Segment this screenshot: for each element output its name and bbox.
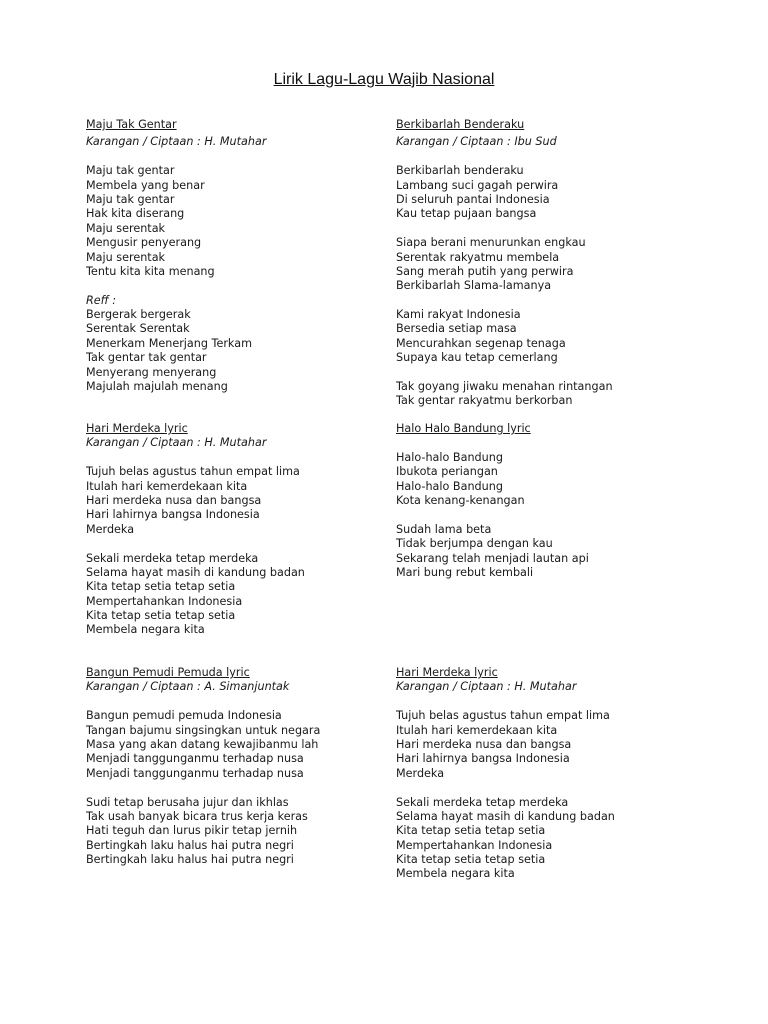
lyric-line: Maju serentak xyxy=(86,221,166,235)
lyric-line: Mari bung rebut kembali xyxy=(396,565,534,579)
lyric-line: Berkibarlah benderaku xyxy=(396,164,524,178)
lyric-line: Maju tak gentar xyxy=(86,164,175,178)
lyric-line: Hari lahirnya bangsa Indonesia xyxy=(86,508,260,522)
lyric-line: Bersedia setiap masa xyxy=(396,322,517,336)
lyric-line: Mencurahkan segenap tenaga xyxy=(396,336,566,350)
lyric-line: Tak gentar tak gentar xyxy=(86,351,207,365)
lyric-line: Berkibarlah Slama-lamanya xyxy=(396,279,552,293)
lyric-line: Serentak Serentak xyxy=(86,322,190,336)
refrain-label: Reff : xyxy=(86,293,117,307)
lyric-stanza xyxy=(86,709,416,781)
lyric-line: Selama hayat masih di kandung badan xyxy=(396,809,615,823)
lyric-line: Membela negara kita xyxy=(396,867,515,881)
lyric-line: Hari merdeka nusa dan bangsa xyxy=(86,493,262,507)
lyric-line: Tak usah banyak bicara trus kerja keras xyxy=(86,809,308,823)
song-credit: Karangan / Ciptaan : H. Mutahar xyxy=(396,680,577,694)
spacer xyxy=(86,695,416,709)
song-block xyxy=(396,666,726,882)
lyric-line: Supaya kau tetap cemerlang xyxy=(396,351,558,365)
lyric-line: Di seluruh pantai Indonesia xyxy=(396,192,550,206)
lyric-line: Sekarang telah menjadi lautan api xyxy=(396,551,589,565)
lyric-line: Sudah lama beta xyxy=(396,522,492,536)
lyric-line: Tidak berjumpa dengan kau xyxy=(396,537,553,551)
stanza-gap xyxy=(396,366,726,380)
lyric-line: Menerkam Menerjang Terkam xyxy=(86,336,252,350)
lyric-line: Hari merdeka nusa dan bangsa xyxy=(396,737,572,751)
lyric-line: Merdeka xyxy=(396,766,445,780)
lyric-stanza xyxy=(396,308,726,366)
lyric-line: Bergerak bergerak xyxy=(86,308,191,322)
stanza-gap xyxy=(86,537,416,551)
lyric-line: Membela negara kita xyxy=(86,623,205,637)
lyric-stanza xyxy=(86,796,416,868)
lyric-stanza xyxy=(86,552,416,638)
lyric-line: Bertingkah laku halus hai putra negri xyxy=(86,853,294,867)
lyric-line: Menjadi tanggunganmu terhadap nusa xyxy=(86,766,304,780)
lyric-line: Menyerang menyerang xyxy=(86,365,217,379)
lyric-line: Sekali merdeka tetap merdeka xyxy=(86,551,259,565)
song-block xyxy=(86,118,416,394)
lyric-line: Selama hayat masih di kandung badan xyxy=(86,565,305,579)
lyric-line: Tak gentar rakyatmu berkorban xyxy=(396,394,573,408)
lyric-stanza xyxy=(396,451,726,509)
document-title: Lirik Lagu-Lagu Wajib Nasional xyxy=(273,71,495,88)
lyric-line: Majulah majulah menang xyxy=(86,380,228,394)
lyric-line: Tak goyang jiwaku menahan rintangan xyxy=(396,380,613,394)
lyric-stanza xyxy=(396,796,726,882)
stanza-gap xyxy=(396,781,726,795)
song-title: Hari Merdeka lyric xyxy=(396,666,498,679)
lyric-line: Serentak rakyatmu membela xyxy=(396,250,560,264)
lyric-line: Mengusir penyerang xyxy=(86,236,202,250)
lyric-line: Kota kenang-kenangan xyxy=(396,493,525,507)
lyric-line: Tentu kita kita menang xyxy=(86,264,215,278)
lyric-line: Sudi tetap berusaha jujur dan ikhlas xyxy=(86,795,289,809)
lyric-line: Hak kita diserang xyxy=(86,207,185,221)
lyric-line: Hati teguh dan lurus pikir tetap jernih xyxy=(86,824,298,838)
lyric-line: Sekali merdeka tetap merdeka xyxy=(396,795,569,809)
lyric-line: Hari lahirnya bangsa Indonesia xyxy=(396,752,570,766)
lyric-line: Sang merah putih yang perwira xyxy=(396,264,574,278)
lyric-line: Bertingkah laku halus hai putra negri xyxy=(86,838,294,852)
song-block xyxy=(86,666,416,867)
lyric-line: Tangan bajumu singsingkan untuk negara xyxy=(86,723,321,737)
song-block xyxy=(396,422,726,580)
lyric-line: Membela yang benar xyxy=(86,178,205,192)
lyric-line: Mempertahankan Indonesia xyxy=(396,838,553,852)
song-title: Hari Merdeka lyric xyxy=(86,422,188,435)
stanza-gap xyxy=(86,781,416,795)
lyric-line: Kita tetap setia tetap setia xyxy=(86,609,236,623)
stanza-gap xyxy=(86,279,416,293)
song-credit: Karangan / Ciptaan : H. Mutahar xyxy=(86,436,267,450)
lyric-line: Kita tetap setia tetap setia xyxy=(396,853,546,867)
song-title: Berkibarlah Benderaku xyxy=(396,118,525,131)
lyric-stanza xyxy=(396,523,726,581)
lyric-line: Merdeka xyxy=(86,522,135,536)
lyric-line: Siapa berani menurunkan engkau xyxy=(396,236,586,250)
lyric-line: Maju serentak xyxy=(86,250,166,264)
song-title: Maju Tak Gentar xyxy=(86,118,177,131)
spacer xyxy=(396,436,726,450)
lyric-line: Ibukota periangan xyxy=(396,465,498,479)
lyric-stanza xyxy=(396,236,726,294)
song-title: Halo Halo Bandung lyric xyxy=(396,422,531,435)
song-credit: Karangan / Ciptaan : A. Simanjuntak xyxy=(86,680,290,694)
song-credit: Karangan / Ciptaan : Ibu Sud xyxy=(396,135,557,149)
lyric-line: Tujuh belas agustus tahun empat lima xyxy=(396,709,610,723)
lyric-line: Kami rakyat Indonesia xyxy=(396,308,521,322)
lyric-line: Masa yang akan datang kewajibanmu lah xyxy=(86,737,319,751)
lyric-line: Kau tetap pujaan bangsa xyxy=(396,207,537,221)
lyric-stanza xyxy=(86,294,416,395)
lyric-stanza xyxy=(86,465,416,537)
lyric-line: Menjadi tanggunganmu terhadap nusa xyxy=(86,752,304,766)
stanza-gap xyxy=(396,294,726,308)
lyric-stanza xyxy=(396,709,726,781)
lyric-stanza xyxy=(396,164,726,222)
lyric-line: Mempertahankan Indonesia xyxy=(86,594,243,608)
lyric-line: Halo-halo Bandung xyxy=(396,479,503,493)
stanza-gap xyxy=(396,508,726,522)
lyric-stanza xyxy=(86,164,416,279)
song-block xyxy=(86,422,416,638)
lyric-line: Bangun pemudi pemuda Indonesia xyxy=(86,709,282,723)
spacer xyxy=(86,150,416,164)
song-credit: Karangan / Ciptaan : H. Mutahar xyxy=(86,135,267,149)
lyric-line: Maju tak gentar xyxy=(86,192,175,206)
song-title: Bangun Pemudi Pemuda lyric xyxy=(86,666,250,679)
lyric-line: Kita tetap setia tetap setia xyxy=(396,824,546,838)
lyric-line: Kita tetap setia tetap setia xyxy=(86,580,236,594)
lyric-line: Halo-halo Bandung xyxy=(396,450,503,464)
spacer xyxy=(86,451,416,465)
lyric-line: Lambang suci gagah perwira xyxy=(396,178,559,192)
spacer xyxy=(396,150,726,164)
lyric-line: Tujuh belas agustus tahun empat lima xyxy=(86,465,300,479)
lyric-stanza xyxy=(396,380,726,409)
stanza-gap xyxy=(396,222,726,236)
song-block xyxy=(396,118,726,409)
lyric-line: Itulah hari kemerdekaan kita xyxy=(86,479,248,493)
spacer xyxy=(396,695,726,709)
lyric-line: Itulah hari kemerdekaan kita xyxy=(396,723,558,737)
